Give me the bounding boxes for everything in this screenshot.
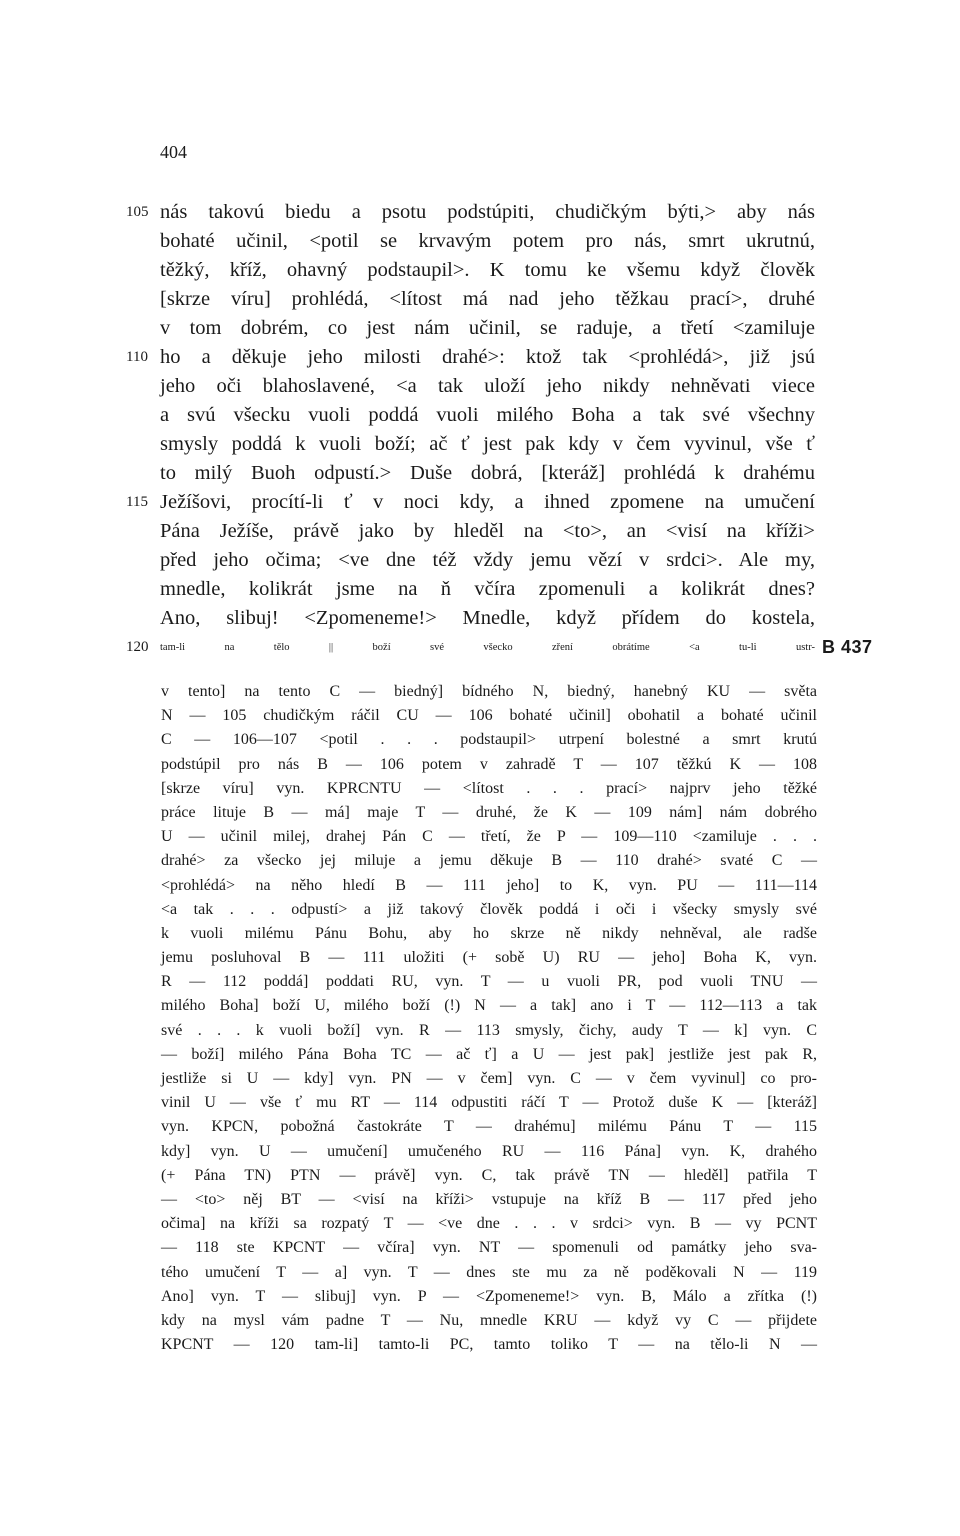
main-line — [160, 314, 815, 343]
apparatus-line: [skrze víru] vyn. KPRCNTU — <lítost . . . prací> najprv jeho těžké — [161, 779, 817, 797]
apparatus-line: kdy] vyn. U — umučení] umučeného RU — 116 Pána] vyn. K, drahého — [161, 1142, 817, 1160]
line-text: nás takovú biedu a psotu podstúpiti, chudičkým býti,> aby nás — [160, 201, 815, 223]
apparatus-line: N — 105 chudičkým ráčil CU — 106 bohaté učinil] obohatil a bohaté učinil — [161, 707, 817, 725]
apparatus-line: vyn. KPCN, pobožná častokráte T — drahému] milému Pánu T — 115 — [161, 1118, 817, 1136]
apparatus-line: drahé> za všecko jej miluje a jemu děkuje B — 110 drahé> svaté C — — [161, 852, 817, 870]
apparatus-line: — 118 ste KPCNT — včíra] vyn. NT — spomenuli od památky jeho sva- — [161, 1239, 817, 1257]
line-text: Ano, slibuj! <Zpomeneme!> Mnedle, když přídem do kostela, — [160, 607, 815, 629]
apparatus-line: KPCNT — 120 tam-li] tamto-li PC, tamto toliko T — na tělo-li N — — [161, 1336, 817, 1354]
apparatus-line: <prohlédá> na něho hledí B — 111 jeho] to K, vyn. PU — 111—114 — [161, 876, 817, 894]
main-line — [160, 430, 815, 459]
page-number: 404 — [160, 142, 187, 162]
apparatus-line: — <to> něj BT — <visí na kříži> vstupuje na kříž B — 117 před jeho — [161, 1190, 817, 1208]
line-number: 115 — [126, 494, 148, 510]
apparatus-line: jestliže si U — kdy] vyn. PN — v čem] vyn. C — v čem vyvinul] co pro- — [161, 1070, 817, 1087]
apparatus-line: vinil U — vše ť mu RT — 114 odpustiti ráčí T — Protož duše K — [kteráž] — [161, 1094, 817, 1112]
apparatus-line: R — 112 poddá] poddati RU, vyn. T — u vuoli PR, pod vuoli TNU — — [161, 973, 817, 991]
main-line — [160, 575, 815, 604]
line-text: to milý Buoh odpustí.> Duše dobrá, [kteráž] prohlédá k drahému — [160, 462, 815, 484]
line-text: těžký, kříž, ohavný podstaupil>. K tomu ke všemu když člověk — [160, 259, 815, 281]
main-line — [160, 285, 815, 314]
main-line — [160, 227, 815, 256]
main-line — [126, 488, 815, 517]
apparatus-line: U — učinil milej, drahej Pán C — třetí, že P — 109—110 <zamiluje . . . — [161, 828, 817, 846]
apparatus-line: kdy na mysl vám padne T — Nu, mnedle KRU — když vy C — přijdete — [161, 1311, 817, 1329]
line-text: smysly poddá k vuoli boží; ač ť jest pak kdy v čem vyvinul, vše ť — [160, 433, 815, 455]
apparatus-line: — boží] milého Pána Boha TC — ač ť] a U — jest pak] jestliže jest pak R, — [161, 1045, 817, 1063]
main-line — [160, 372, 815, 401]
main-line — [160, 517, 815, 546]
main-line — [160, 459, 815, 488]
main-text — [126, 198, 873, 662]
main-line — [160, 256, 815, 285]
line-text: a svú všecku vuoli poddá vuoli milého Boha a tak své všechny — [160, 404, 815, 426]
main-line — [126, 633, 873, 662]
line-text: Pána Ježíše, právě jako by hleděl na <to>, an <visí na kříži> — [160, 520, 815, 542]
line-text: [skrze víru] prohlédá, <lítost má nad jeho těžkau prací>, druhé — [160, 288, 815, 310]
apparatus-line: jemu posluhoval B — 111 uložiti (+ sobě U) RU — jeho] Boha K, vyn. — [161, 949, 817, 967]
margin-reference: B 437 — [822, 637, 873, 657]
critical-apparatus — [161, 680, 817, 1357]
apparatus-line: očima] na kříži sa rozpatý T — <ve dne . . . v srdci> vyn. B — vy PCNT — [161, 1215, 817, 1233]
main-line — [126, 343, 815, 372]
main-line — [160, 401, 815, 430]
line-text: jeho oči blahoslavené, <a tak uloží jeho nikdy nehněvati viece — [160, 375, 815, 397]
apparatus-line: (+ Pána TN) PTN — právě] vyn. C, tak právě TN — hleděl] patřila T — [161, 1166, 817, 1184]
apparatus-line: milého Boha] boží U, milého boží (!) N — a tak] ano i T — 112—113 a tak — [161, 997, 817, 1015]
line-text: mnedle, kolikrát jsme na ň včíra zpomenuli a kolikrát dnes? — [160, 578, 815, 600]
line-text: v tom dobrém, co jest nám učinil, se raduje, a třetí <zamiluje — [160, 317, 815, 339]
line-text: ho a děkuje jeho milosti drahé>: ktož tak <prohlédá>, již jsú — [160, 346, 815, 368]
main-line — [160, 546, 815, 575]
main-line — [126, 198, 815, 227]
main-line — [160, 604, 815, 633]
apparatus-line: své . . . k vuoli boží] vyn. R — 113 smysly, čichy, audy T — k] vyn. C — [161, 1021, 817, 1039]
apparatus-line: <a tak . . . odpustí> a již takový člověk poddá i oči i všecky smysly své — [161, 900, 817, 918]
apparatus-line: k vuoli milému Pánu Bohu, aby ho skrze ně nikdy nehněval, ale radše — [161, 924, 817, 942]
apparatus-line: Ano] vyn. T — slibuj] vyn. P — <Zpomeneme!> vyn. B, Málo a zřítka (!) — [161, 1287, 817, 1305]
apparatus-line: v tento] na tento C — biedný] bídného N, biedný, hanebný KU — světa — [161, 683, 817, 700]
line-text: tam-li na tělo || boží své všecko zření obrátíme <a tu-li ustr- — [160, 642, 815, 653]
line-number: 120 — [126, 639, 149, 655]
line-number: 105 — [126, 204, 149, 220]
apparatus-line: C — 106—107 <potil . . . podstaupil> utrpení bolestné a smrt krutú — [161, 731, 817, 749]
line-text: Ježíšovi, procítí-li ť v noci kdy, a ihned zpomene na umučení — [160, 491, 815, 513]
apparatus-line: podstúpil pro nás B — 106 potem v zahradě T — 107 těžkú K — 108 — [161, 755, 817, 773]
apparatus-line: práce lituje B — má] maje T — druhé, že K — 109 nám] nám dobrého — [161, 803, 817, 821]
line-number: 110 — [126, 349, 148, 365]
apparatus-line: tého umučení T — a] vyn. T — dnes ste mu za ně poděkovali N — 119 — [161, 1263, 817, 1281]
line-text: před jeho očima; <ve dne též vždy jemu vězí v srdci>. Ale my, — [160, 549, 815, 571]
line-text: bohaté učinil, <potil se krvavým potem pro nás, smrt ukrutnú, — [160, 230, 815, 252]
